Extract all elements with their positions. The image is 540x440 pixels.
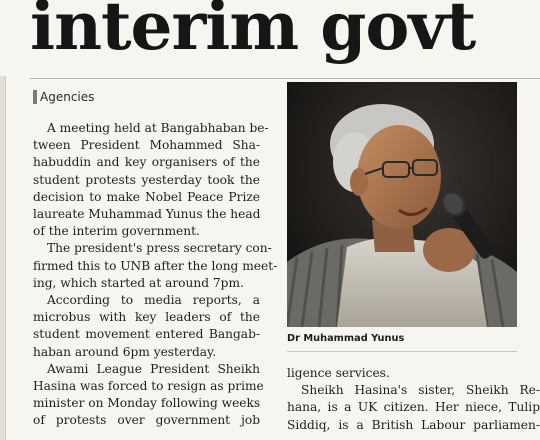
article-line: minister on Monday following weeks <box>33 396 261 411</box>
article-line: ligence services. <box>287 366 390 380</box>
caption-divider <box>287 351 517 352</box>
byline <box>33 90 94 104</box>
article-body-right <box>287 365 540 434</box>
article-line: According to media reports, a <box>47 293 260 308</box>
page-edge-frame <box>0 76 6 440</box>
article-line: habuddin and key organisers of the <box>33 155 260 170</box>
byline-text: Agencies <box>40 90 95 104</box>
portrait-photo <box>287 82 517 327</box>
article-line: student movement entered Bangab- <box>33 327 260 342</box>
article-line: The president's press secretary con- <box>47 241 272 256</box>
article-line: microbus with key leaders of the <box>33 310 260 325</box>
article-line: firmed this to UNB after the long meet- <box>33 258 278 273</box>
article-line: A meeting held at Bangabhaban be- <box>47 121 269 135</box>
article-line: of the interim government. <box>33 224 200 239</box>
article-line: student protests yesterday took the <box>33 172 260 187</box>
article-line: decision to make Nobel Peace Prize <box>33 189 260 204</box>
article-line: Hasina was forced to resign as prime <box>33 379 264 394</box>
article-line: tween President Mohammed Sha- <box>33 138 260 153</box>
article-line: ing, which started at around 7pm. <box>33 275 244 290</box>
article-line: Siddiq, is a British Labour parliamen- <box>287 417 540 432</box>
article-line: hana, is a UK citizen. Her niece, Tulip <box>287 400 540 415</box>
article-line: laureate Muhammad Yunus the head <box>33 207 261 222</box>
headline-divider <box>30 78 540 79</box>
article-body-left <box>33 120 278 430</box>
article-line: haban around 6pm yesterday. <box>33 344 217 359</box>
article-line: Sheikh Hasina's sister, Sheikh Re- <box>301 383 540 398</box>
byline-marker <box>33 90 37 104</box>
photo-caption: Dr Muhammad Yunus <box>287 333 405 344</box>
article-line: Awami League President Sheikh <box>47 361 260 376</box>
headline: interim govt <box>30 0 476 65</box>
article-line: of protests over government job <box>33 413 260 428</box>
